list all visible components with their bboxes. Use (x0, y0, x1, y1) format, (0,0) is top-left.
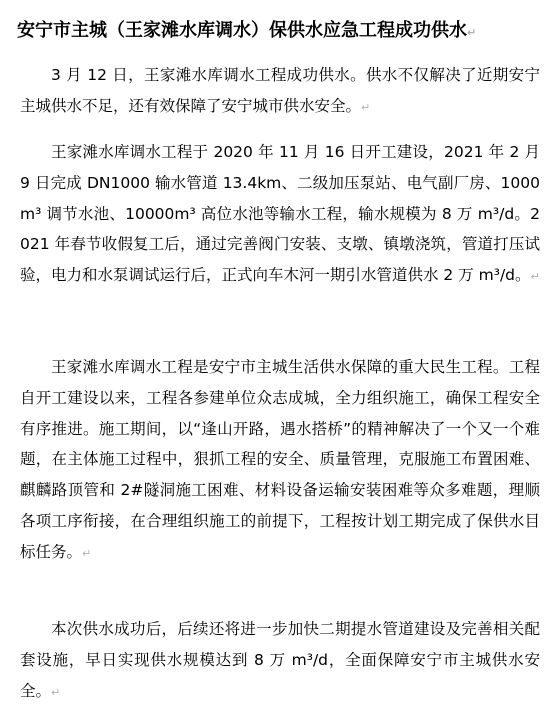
title-text: 安宁市主城（王家滩水库调水）保供水应急工程成功供水 (17, 20, 467, 41)
paragraph-mark-icon: ↵ (51, 685, 61, 699)
paragraph-4-text: 本次供水成功后，后续还将进一步加快二期提水管道建设及完善相关配套设施，早日实现供水规模达到 8 万 m³/d，全面保障安宁市主城供水安全。 (20, 620, 540, 700)
paragraph-3 (20, 352, 540, 570)
paragraph-mark-icon: ↵ (530, 270, 540, 284)
paragraph-4 (20, 614, 540, 708)
paragraph-2 (20, 137, 540, 293)
paragraph-3-text: 王家滩水库调水工程是安宁市主城生活供水保障的重大民生工程。工程自开工建设以来，工程各参建单位众志成城，全力组织施工，确保工程安全有序推进。施工期间，以“逢山开路，遇水搭桥”的精神解决了一个又一个难题，在主体施工过程中，狠抓工程的安全、质量管理，克服施工布置困难、麒麟路顶管和 2#隧洞施工困难、材料设备运输安装困难等众多难题，理顺各项工序衔接，在合理组织施工的前提下，工程按计划工期完成了保供水目标任务。 (20, 358, 540, 561)
paragraph-1-text: 3 月 12 日，王家滩水库调水工程成功供水。供水不仅解决了近期安宁主城供水不足，还有效保障了安宁城市供水安全。 (20, 66, 540, 115)
paragraph-1 (20, 60, 540, 124)
paragraph-mark-icon: ↵ (467, 26, 477, 39)
paragraph-mark-icon: ↵ (82, 546, 92, 560)
paragraph-2-text: 王家滩水库调水工程于 2020 年 11 月 16 日开工建设，2021 年 2 月 9 日完成 DN1000 输水管道 13.4km、二级加压泵站、电气副厂房、1000m³ 调节水池、10000m³ 高位水池等输水工程，输水规模为 8 万 m³/d。2021 年春节收假复工后，通过完善阀门安装、支墩、镇墩浇筑，管道打压试验，电力和水泵调试运行后，正式向车木河一期引水管道供水 2 万 m³/d。 (20, 143, 540, 285)
paragraph-mark-icon: ↵ (361, 100, 371, 114)
document-title (17, 18, 542, 46)
